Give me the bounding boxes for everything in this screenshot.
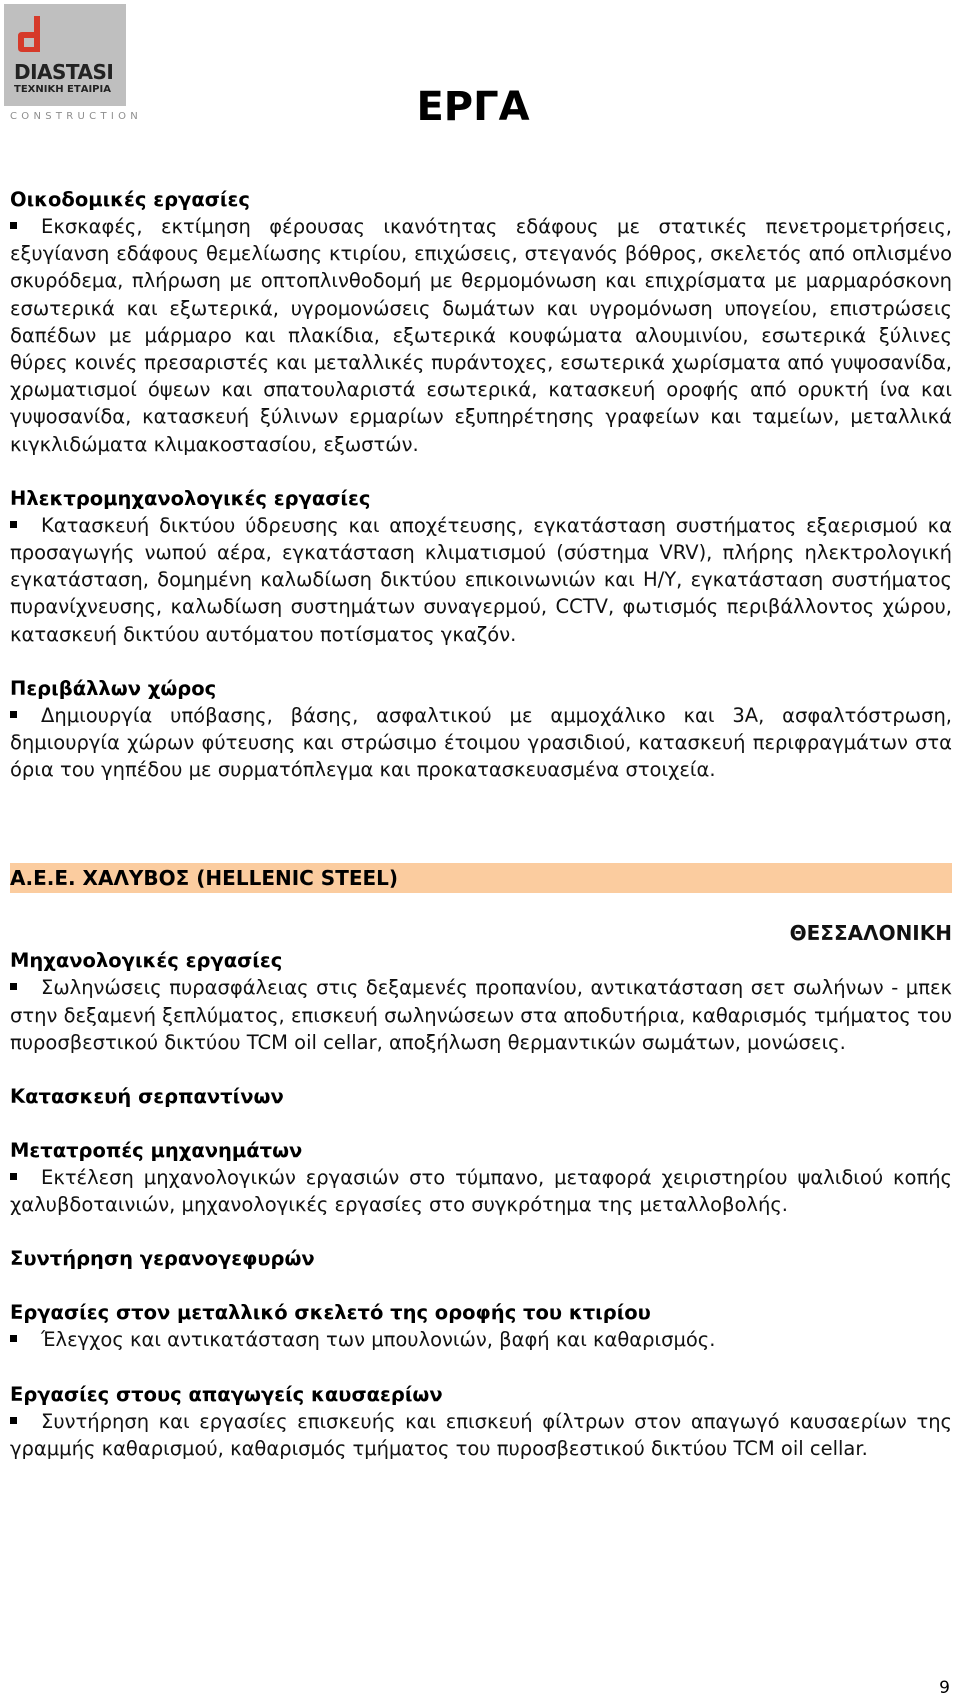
bullet-paragraph xyxy=(10,1326,952,1353)
paragraph-text: Δημιουργία υπόβασης, βάσης, ασφαλτικού με αμμοχάλικο και 3Α, ασφαλτόστρωση, δημιουργία χώρων φύτευσης και στρώσιμο έτοιμου γρασιδιού, κατασκευή περιφραγμάτων στα όρια του γηπέδου με συρματόπλεγμα και προκατασκευασμένα στοιχεία. xyxy=(10,703,952,782)
project-location: ΘΕΣΣΑΛΟΝΙΚΗ xyxy=(789,921,952,946)
paragraph-text: Εκσκαφές, εκτίμηση φέρουσας ικανότητας εδάφους με στατικές πενετρομετρήσεις, εξυγίανση εδάφους θεμελίωσης κτιρίου, επιχώσεις, στεγανός βόθρος, σκελετός από οπλισμένο σκυρόδεμα, πλήρωση με οπτοπλινθοδομή με θερμομόνωση και επιχρίσματα με μαρμαρόσκονη εσωτερικά και εξωτερικά, υγρομονώσεις δωμάτων και υγρομόνωση υπογείου, επιστρώσεις δαπέδων με μάρμαρο και πλακίδια, εξωτερικά κουφώματα αλουμινίου, εσωτερικά ξύλινες θύρες κοινές πρεσαριστές και μεταλλικές πυράντοχες, εσωτερικά χωρίσματα από γυψοσανίδα, χρωματισμοί όψεων και σπατουλαριστά εσωτερικά, κατασκευή οροφής από ορυκτή ίνα και γυψοσανίδα, κατασκευή ξύλινων ερμαρίων εξυπηρέτησης γραφείων και ταμείων, μεταλλικά κιγκλιδώματα κλιμακοστασίου, εξωστών. xyxy=(10,215,952,456)
bullet-square-icon xyxy=(10,521,17,528)
paragraph-text: Κατασκευή δικτύου ύδρευσης και αποχέτευσης, εγκατάσταση συστήματος εξαερισμού κα προσαγωγής νωπού αέρα, εγκατάσταση κλιματισμού (σύστημα VRV), πλήρης ηλεκτρολογική εγκατάσταση, δομημένη καλωδίωση δικτύου επικοινωνιών και Η/Υ, εγκατάσταση συστήματος πυρανίχνευσης, καλωδίωση συστημάτων συναγερμού, CCTV, φωτισμός περιβάλλοντος χώρου, κατασκευή δικτύου αυτόματου ποτίσματος γκαζόν. xyxy=(10,513,952,646)
logo-mark-icon xyxy=(18,16,44,52)
paragraph-text: Έλεγχος και αντικατάσταση των μπουλονιών, βαφή και καθαρισμός. xyxy=(41,1328,716,1352)
bullet-square-icon xyxy=(10,711,17,718)
bullet-square-icon xyxy=(10,983,17,990)
bullet-paragraph xyxy=(10,213,952,458)
section-heading: Κατασκευή σερπαντίνων xyxy=(10,1085,284,1109)
bullet-paragraph xyxy=(10,1164,952,1218)
document-body xyxy=(10,186,952,1462)
logo-tagline: CONSTRUCTION xyxy=(10,111,143,122)
bullet-paragraph xyxy=(10,974,952,1056)
section-heading: Μετατροπές μηχανημάτων xyxy=(10,1139,303,1163)
paragraph-text: Εκτέλεση μηχανολογικών εργασιών στο τύμπανο, μεταφορά χειριστηρίου ψαλιδιού κοπής χαλυβδοταινιών, μηχανολογικές εργασίες στο συγκρότημα της μεταλλοβολής. xyxy=(10,1166,952,1217)
bullet-paragraph xyxy=(10,1408,952,1462)
section-heading: Οικοδομικές εργασίες xyxy=(10,188,250,211)
section-heading: Μηχανολογικές εργασίες xyxy=(10,949,283,973)
logo-subtitle: ΤΕΧΝΙΚΗ ΕΤΑΙΡΙΑ xyxy=(14,84,111,95)
bullet-paragraph xyxy=(10,702,952,784)
section-heading: Συντήρηση γερανογεφυρών xyxy=(10,1247,315,1271)
bullet-paragraph xyxy=(10,512,952,648)
section-heading: Περιβάλλων χώρος xyxy=(10,676,217,700)
paragraph-text: Σωληνώσεις πυρασφάλειας στις δεξαμενές προπανίου, αντικατάσταση σετ σωλήνων - μπεκ στην δεξαμενή ξεπλύματος, επισκευή σωληνώσεων στα αποδυτήρια, καθαρισμός τμήματος του πυροσβεστικού δικτύου TCM oil cellar, αποξήλωση θερμαντικών σωμάτων, μονώσεις. xyxy=(10,976,952,1054)
paragraph-text: Συντήρηση και εργασίες επισκευής και επισκευή φίλτρων στον απαγωγό καυσαερίων της γραμμής καθαρισμού, καθαρισμός τμήματος του πυροσβεστικού δικτύου TCM oil cellar. xyxy=(10,1409,952,1460)
section-heading: Εργασίες στον μεταλλικό σκελετό της οροφής του κτιρίου xyxy=(10,1301,651,1325)
page-number: 9 xyxy=(939,1678,950,1698)
page-title: ΕΡΓΑ xyxy=(416,84,530,130)
bullet-square-icon xyxy=(10,1335,17,1342)
bullet-square-icon xyxy=(10,1173,17,1180)
section-heading: Εργασίες στους απαγωγείς καυσαερίων xyxy=(10,1382,443,1406)
project-title-bar: Α.Ε.Ε. ΧΑΛΥΒΟΣ (HELLENIC STEEL) xyxy=(10,863,952,893)
section-heading: Ηλεκτρομηχανολογικές εργασίες xyxy=(10,486,371,510)
bullet-square-icon xyxy=(10,222,17,229)
bullet-square-icon xyxy=(10,1417,17,1424)
logo-name: DIASTASI xyxy=(14,60,114,84)
